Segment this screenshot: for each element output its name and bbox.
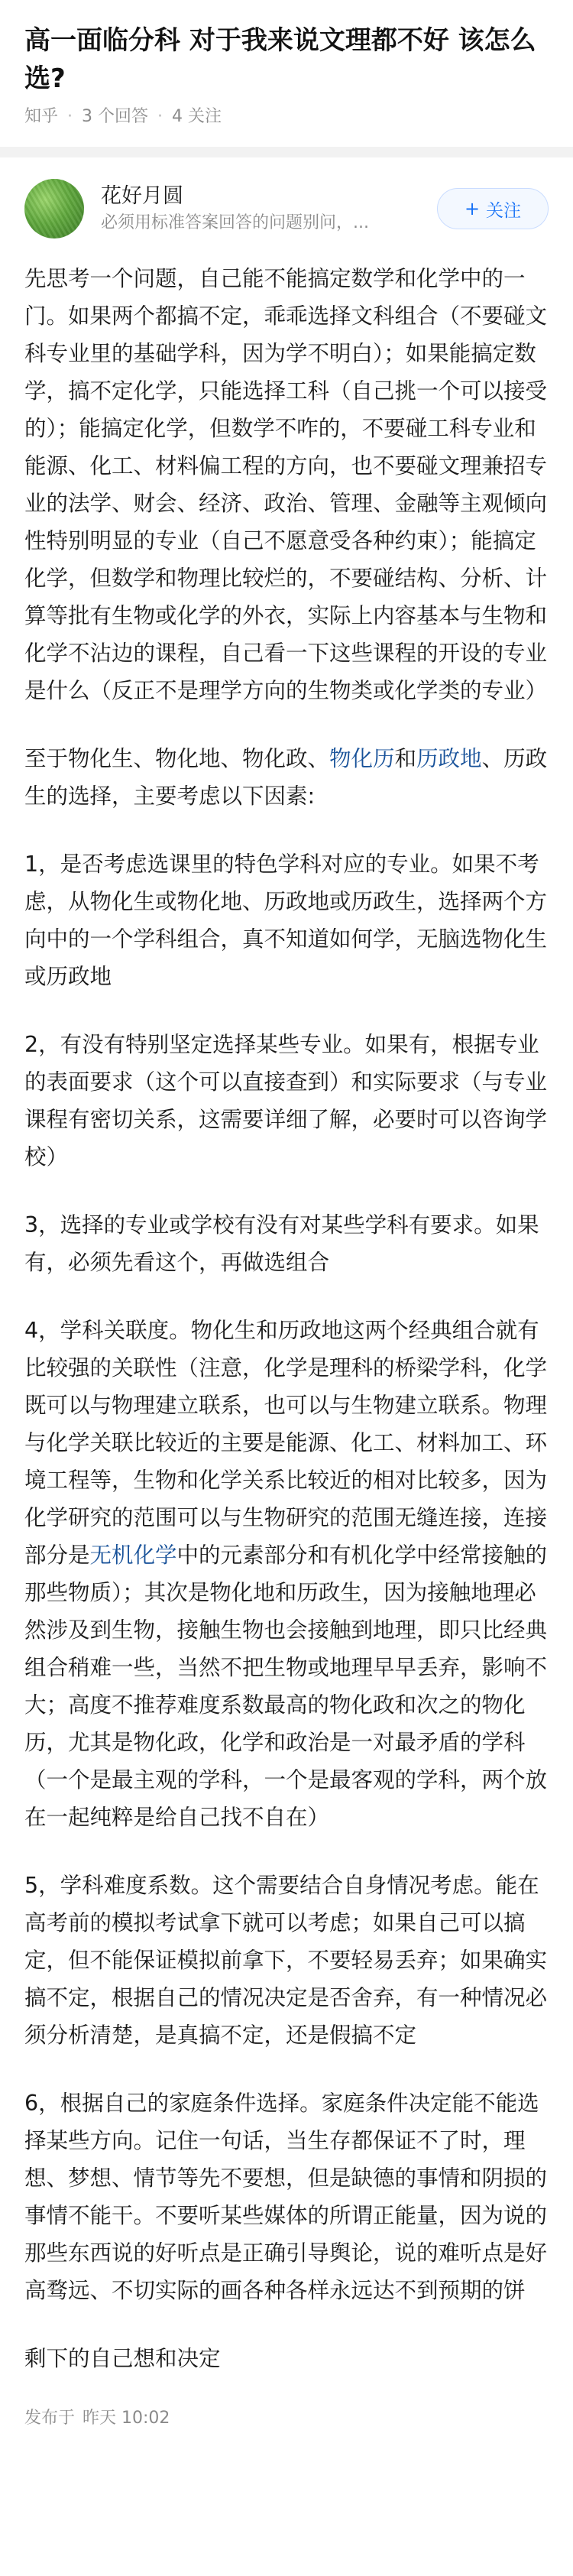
publish-info	[0, 2406, 573, 2431]
follow-button[interactable]	[437, 188, 549, 229]
question-title[interactable]: 高一面临分科 对于我来说文理都不好 该怎么选?	[24, 25, 536, 94]
paragraph: 剩下的自己想和决定	[24, 2346, 221, 2371]
source-label[interactable]: 知乎	[24, 107, 59, 126]
avatar[interactable]	[24, 179, 84, 238]
paragraph-text: 、历政生的选择，主要考虑以下因素:	[24, 746, 548, 809]
author-info	[101, 182, 437, 235]
author-name[interactable]: 花好月圆	[101, 184, 183, 208]
question-meta	[24, 104, 549, 130]
paragraph-text: 和	[394, 746, 417, 771]
published-time: 昨天 10:02	[83, 2409, 170, 2428]
published-label: 发布于	[24, 2409, 76, 2428]
plus-icon: +	[464, 198, 481, 219]
answer-count[interactable]: 3 个回答	[82, 107, 149, 126]
paragraph: 3，选择的专业或学校有没有对某些学科有要求。如果有，必须先看这个，再做选组合	[24, 1212, 539, 1275]
author-bar	[0, 157, 573, 254]
author-bio: 必须用标准答案回答的问题别问，...	[101, 213, 369, 232]
paragraph-text: 中的元素部分和有机化学中经常接触的那些物质）；其次是物化地和历政生，因为接触地理必然涉及到生物，接触生物也会接触到地理，即只比经典组合稍难一些，当然不把生物或地理早早丢弃，影响不大；高度不推荐难度系数最高的物化政和次之的物化历，尤其是物化政，化学和政治是一对最矛盾的学科（一个是最主观的学科，一个是最客观的学科，两个放在一起纯粹是给自己找不自在）	[24, 1543, 548, 1830]
paragraph	[24, 1312, 549, 1836]
meta-separator: ·	[157, 107, 163, 126]
paragraph-text: 4，学科关联度。物化生和历政地这两个经典组合就有比较强的关联性（注意，化学是理科的桥梁学科，化学既可以与物理建立联系，也可以与生物建立联系。物理与化学关联比较近的主要是能源、化工、材料加工、环境工程等，生物和化学关系比较近的相对比较多，因为化学研究的范围可以与生物研究的范围无缝连接，连接部分是	[24, 1318, 548, 1568]
paragraph: 2，有没有特别坚定选择某些专业。如果有，根据专业的表面要求（这个可以直接查到）和实际要求（与专业课程有密切关系，这需要详细了解，必要时可以咨询学校）	[24, 1032, 548, 1170]
avatar-texture	[24, 179, 84, 238]
paragraph: 先思考一个问题，自己能不能搞定数学和化学中的一门。如果两个都搞不定，乖乖选择文科组合（不要碰文科专业里的基础学科，因为学不明白）；如果能搞定数学，搞不定化学，只能选择工科（自己挑一个可以接受的）；能搞定化学，但数学不咋的，不要碰工科专业和能源、化工、材料偏工程的方向，也不要碰文理兼招专业的法学、财会、经济、政治、管理、金融等主观倾向性特别明显的专业（自己不愿意受各种约束）；能搞定化学，但数学和物理比较烂的，不要碰结构、分析、计算等批有生物或化学的外衣，实际上内容基本与生物和化学不沾边的课程，自己看一下这些课程的开设的专业是什么（反正不是理学方向的生物类或化学类的专业）	[24, 266, 548, 703]
link-wuhuali[interactable]: 物化历	[329, 746, 395, 771]
follower-count: 4 关注	[172, 107, 222, 126]
link-wujihuaxue[interactable]: 无机化学	[89, 1543, 177, 1568]
meta-separator: ·	[67, 107, 73, 126]
link-lizhengdi[interactable]: 历政地	[416, 746, 482, 771]
question-header	[0, 0, 573, 157]
paragraph: 5，学科难度系数。这个需要结合自身情况考虑。能在高考前的模拟考试拿下就可以考虑；如果自己可以搞定，但不能保证模拟前拿下，不要轻易丢弃；如果确实搞不定，根据自己的情况决定是否舍弃，有一种情况必须分析清楚，是真搞不定，还是假搞不定	[24, 1873, 548, 2048]
paragraph: 1，是否考虑选课里的特色学科对应的专业。如果不考虑，从物化生或物化地、历政地或历政生，选择两个方向中的一个学科组合，真不知道如何学，无脑选物化生或历政地	[24, 852, 548, 989]
paragraph	[24, 740, 549, 815]
answer-content	[0, 254, 573, 2377]
paragraph: 6，根据自己的家庭条件选择。家庭条件决定能不能选择某些方向。记住一句话，当生存都保证不了时，理想、梦想、情节等先不要想，但是缺德的事情和阴损的事情不能干。不要听某些媒体的所谓正能量，因为说的那些东西说的好听点是正确引导舆论，说的难听点是好高骛远、不切实际的画各种各样永远达不到预期的饼	[24, 2091, 548, 2303]
follow-label: 关注	[486, 200, 522, 221]
paragraph-text: 至于物化生、物化地、物化政、	[24, 746, 330, 771]
